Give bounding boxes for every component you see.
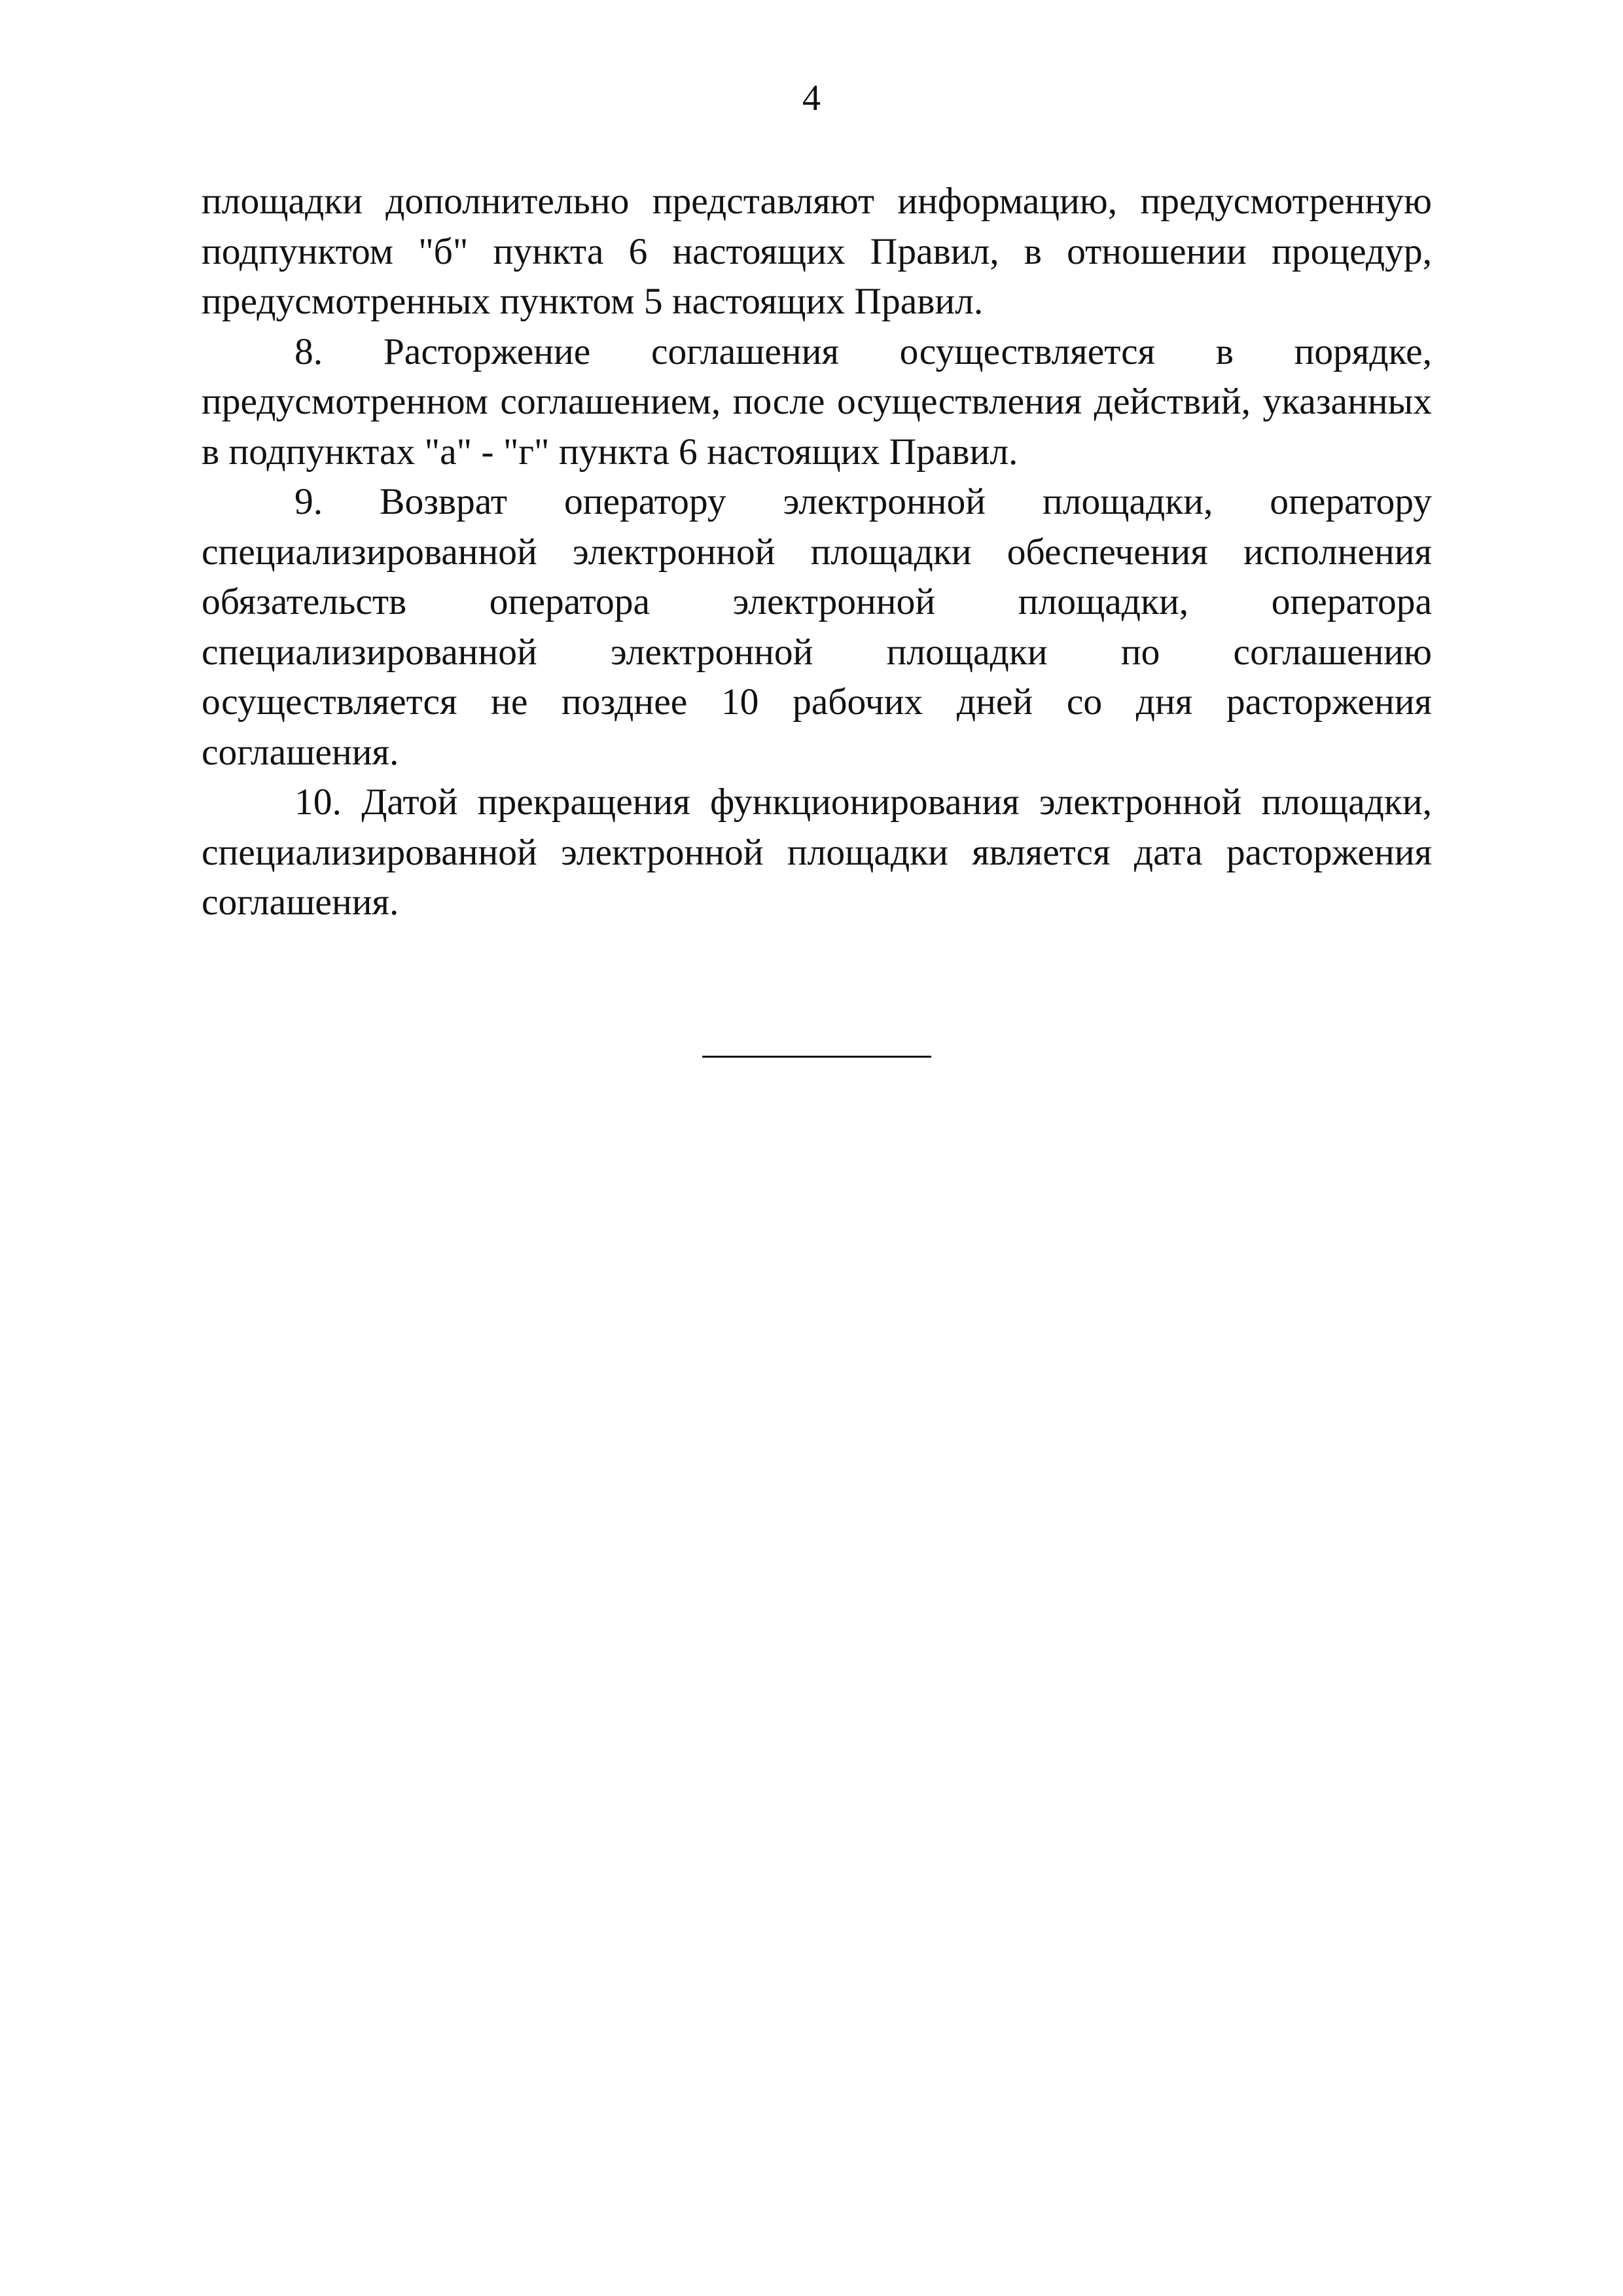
document-body <box>202 177 1432 928</box>
paragraph-item-8: 8. Расторжение соглашения осуществляется в порядке, предусмотренном соглашением, после осуществления действий, указанных в подпунктах "а" - "г" пункта 6 настоящих Правил. <box>202 331 1432 473</box>
paragraph-item-10: 10. Датой прекращения функционирования электронной площадки, специализированной электронной площадки является дата расторжения соглашения. <box>202 781 1432 923</box>
page-number: 4 <box>802 78 821 118</box>
paragraph-item-9: 9. Возврат оператору электронной площадки, оператору специализированной электронной площадки обеспечения исполнения обязательств оператора электронной площадки, оператора специализированной электронной площадки по соглашению осуществляется не позднее 10 рабочих дней со дня расторжения соглашения. <box>202 481 1432 773</box>
end-of-document-divider <box>702 1056 931 1058</box>
paragraph-continuation: площадки дополнительно представляют информацию, предусмотренную подпунктом "б" пункта 6 настоящих Правил, в отношении процедур, предусмотренных пунктом 5 настоящих Правил. <box>202 181 1432 322</box>
